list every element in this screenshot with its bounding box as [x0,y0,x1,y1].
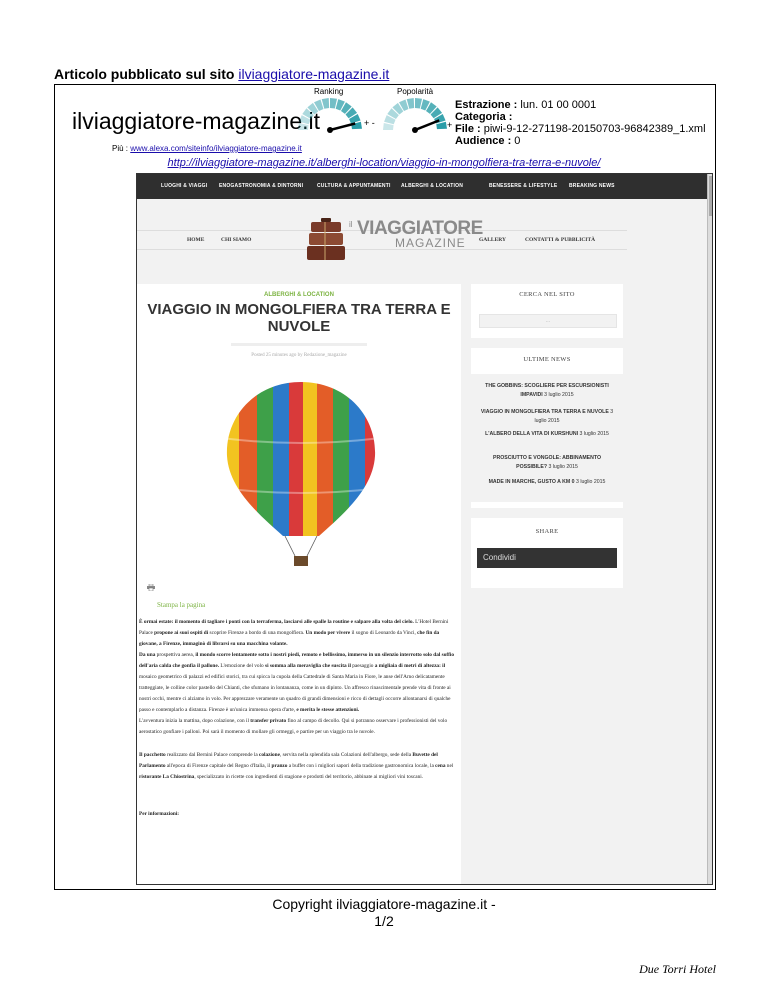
gauge-segment [415,98,422,109]
news-item[interactable]: PROSCIUTTO E VONGOLE: ABBINAMENTO POSSIBILE? 3 luglio 2015 [493,455,601,470]
article-category[interactable]: ALBERGHI & LOCATION [264,292,334,298]
alexa-prefix: Più : [112,144,129,153]
posted-meta: Posted 25 minutes ago by Redazione_magazine [251,353,347,358]
news-list [471,374,623,502]
published-on-line [54,66,389,82]
hot-air-balloon-image [221,378,381,574]
brand-big: VIAGGIATORE [357,218,483,239]
scrollbar-thumb[interactable] [709,176,713,216]
page-number: 1/2 [374,913,394,929]
nav-item-breaking-news[interactable]: BREAKING NEWS [569,183,615,189]
popularity-label: Popolarità [397,87,434,96]
paragraph-2: Da una prospettiva aerea, il mondo scorre lentamente sotto i nostri piedi, remoto e bellissimo, immerso in un silenzio interrotto solo dal soffio dell'aria calda che gonfia il pallone. L'emozione del volo si somma alla meraviglia che suscita il paesaggio a migliaia di metri di altezza: il mosaico geometrico di palazzi ed edifici storici, tra cui spicca la cupola della Cattedrale di Santa Maria in Fiore, le anse dell'Arno delicatamente tratteggiate, le colline color pastello del Chianti, che sfumano in lontananza, come in un dipinto. Un affresco rinascimentale prende vita di fronte ai nostri occhi, mentre ci alziamo in volo. Per apprezzare veramente un quadro di grandi dimensioni e ricco di dettagli occorre allontanarsi di qualche passo e contemplarlo a distanza. Firenze è un'unica immensa opera d'arte, e merita le stesse attenzioni. [139,652,455,713]
print-page-link[interactable]: Stampa la pagina [157,601,206,609]
article-body [139,617,457,820]
subnav-contatti[interactable]: CONTATTI & PUBBLICITÀ [525,237,596,243]
ranking-label: Ranking [314,87,344,96]
gauge-segment [330,98,337,109]
search-input[interactable]: ... [479,314,617,328]
gauge-segment [298,123,309,130]
copyright [0,896,768,930]
ranking-gauge [290,96,370,138]
news-item[interactable]: MADE IN MARCHE, GUSTO A KM 0 3 luglio 2015 [488,479,606,485]
share-widget [471,518,623,588]
footer-hotel-name: Due Torri Hotel [639,962,716,976]
brand-logo[interactable] [305,214,483,264]
article-column [137,284,461,884]
news-item[interactable]: L'ALBERO DELLA VITA DI KURSHUNI 3 luglio 2015 [485,431,609,437]
search-title: CERCA NEL SITO [519,291,575,298]
metadata-block [455,99,706,147]
nav-item-enogastronomia[interactable]: ENOGASTRONOMIA & DINTORNI [219,183,304,189]
file-label: File : [455,123,481,135]
nav-item-alberghi[interactable]: ALBERGHI & LOCATION [401,183,464,189]
nav-item-cultura[interactable]: CULTURA & APPUNTAMENTI [317,183,391,189]
share-button[interactable] [477,548,617,568]
scrollbar[interactable] [707,174,713,884]
estrazione-label: Estrazione : [455,99,518,111]
nav-item-benessere[interactable]: BENESSERE & LIFESTYLE [489,183,558,189]
audience-label: Audience : [455,135,512,147]
suitcases-icon [305,214,349,262]
subnav-gallery[interactable]: GALLERY [479,237,507,243]
share-button-label: Condividi [483,553,516,562]
file-value: piwi-9-12-271198-20150703-96842389_1.xml [483,123,706,135]
print-icon[interactable] [147,584,155,591]
alexa-line [112,144,302,153]
website-screenshot [136,173,713,885]
audience-value: 0 [514,135,521,147]
article-url-link[interactable]: http://ilviaggiatore-magazine.it/alberghi-location/viaggio-in-mongolfiera-tra-terra-e-nuvole/ [167,157,601,169]
estrazione-value: lun. 01 00 0001 [520,99,597,111]
alexa-link[interactable]: www.alexa.com/siteinfo/ilviaggiatore-magazine.it [130,144,302,153]
brand-sub: MAGAZINE [395,236,466,250]
search-widget [471,284,623,338]
published-prefix: Articolo pubblicato sul sito [54,66,235,82]
subnav-chi-siamo[interactable]: CHI SIAMO [221,237,252,243]
article-title: VIAGGIO IN MONGOLFIERA TRA TERRA E NUVOLE [147,301,451,335]
gauge-segment [383,123,394,130]
news-item[interactable]: VIAGGIO IN MONGOLFIERA TRA TERRA E NUVOLE 3 luglio 2015 [480,409,614,424]
brand-small: il [349,220,353,229]
news-title: ULTIME NEWS [523,356,571,363]
paragraph-4: Il pacchetto realizzato dal Bernini Palace comprende la colazione, servita nella splendida sala Colazioni dell'albergo, sede della Buvette del Parlamento all'epoca di Firenze capitale del Regno d'Italia, il pranzo a buffet con i migliori sapori della tradizione gastronomica locale, la cena nel ristorante La Chiostrina, specializzato in ricette con ingredienti di stagione e prodotti del territorio, abbinate ai migliori vini toscani. [139,752,454,780]
main-nav-bar [137,174,707,199]
ranking-plus-minus: + - [364,118,375,128]
categoria-label: Categoria : [455,111,513,123]
paragraph-3: L'avventura inizia la mattina, dopo colazione, con il transfer privato fino al campo di decollo. Qui si potranno osservare i professionisti del volo aerostatico gonfiare i palloni. Poi sarà il momento di mollare gli ormeggi, e partire per un viaggio tra le nuvole. [139,718,448,735]
info-heading: Per informazioni: [139,811,180,817]
paragraph-1: È ormai estate: il momento di tagliare i ponti con la terraferma, lasciarsi alle spalle la routine e salpare alla volta del cielo. L'Hotel Bernini Palace propone ai suoi ospiti di scoprire Firenze a bordo di una mongolfiera. Un modo per vivere il sogno di Leonardo da Vinci, che fin da giovane, a Firenze, immaginò di librarsi su una macchina volante. [139,619,449,647]
news-item[interactable]: THE GOBBINS: SCOGLIERE PER ESCURSIONISTI IMPAVIDI 3 luglio 2015 [485,383,609,398]
share-title: SHARE [535,528,559,535]
popularity-gauge [375,96,455,138]
popularity-plus: + [447,120,453,130]
published-site-link[interactable]: ilviaggiatore-magazine.it [238,66,390,82]
site-logo-text: ilviaggiatore-magazine.it [72,108,321,134]
title-divider [231,343,367,346]
copyright-line-1: Copyright ilviaggiatore-magazine.it - [272,896,496,912]
nav-item-luoghi-viaggi[interactable]: LUOGHI & VIAGGI [161,183,208,189]
subnav-home[interactable]: HOME [187,237,205,243]
